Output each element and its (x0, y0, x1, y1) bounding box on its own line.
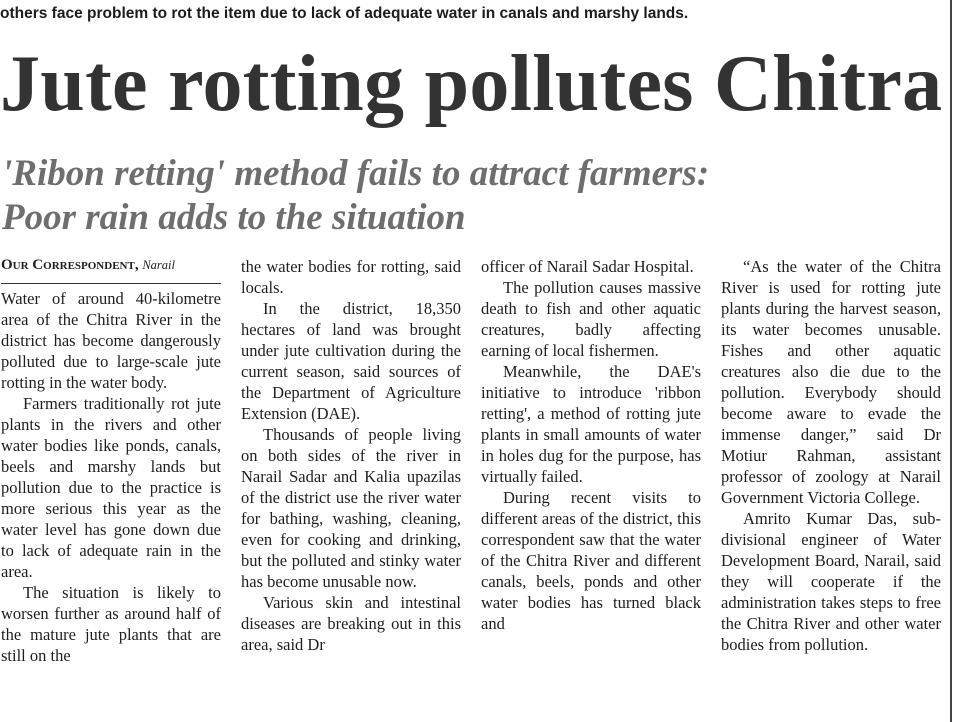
paragraph: Thousands of people living on both sides of the river in Narail Sadar and Kalia upazilas of the district use the river water for bathing, washing, cleaning, even for cooking and drinking, but the polluted and stinky water has become unusable now. (241, 425, 461, 591)
paragraph: Amrito Kumar Das, sub-divisional engineer of Water Development Board, Narail, said they will cooperate if the administration takes steps to free the Chitra River and other water bodies from pollution. (721, 509, 941, 654)
byline (1, 256, 221, 275)
article-column-4 (721, 256, 941, 722)
previous-story-snippet: others face problem to rot the item due to lack of adequate water in canals and marshy lands. (0, 5, 689, 22)
subheadline (2, 152, 942, 240)
paragraph: Farmers traditionally rot jute plants in the rivers and other water bodies like ponds, canals, beels and marshy lands but pollution due to the practice is more serious this year as the water level has gone down due to lack of adequate rain in the area. (1, 394, 221, 581)
paragraph: The situation is likely to worsen further as around half of the mature jute plants that are still on the (1, 583, 221, 665)
article-column-1 (1, 256, 221, 722)
byline-place: Narail (142, 258, 175, 272)
paragraph: “As the water of the Chitra River is used for rotting jute plants during the harvest season, its water becomes unusable. Fishes and other aquatic creatures also die due to the pollution. Everybody should become aware to evade the immense danger,” said Dr Motiur Rahman, assistant professor of zoology at Narail Government Victoria College. (721, 257, 941, 507)
paragraph: Meanwhile, the DAE's initiative to introduce 'ribbon retting', a method of rotting jute plants in small amounts of water in holes dug for the purpose, has virtually failed. (481, 362, 701, 486)
article-column-2 (241, 256, 461, 722)
article-column-3 (481, 256, 701, 722)
column-divider-rule (950, 0, 952, 722)
paragraph: In the district, 18,350 hectares of land was brought under jute cultivation during the current season, said sources of the Department of Agriculture Extension (DAE). (241, 299, 461, 423)
paragraph: The pollution causes massive death to fish and other aquatic creatures, badly affecting earning of local fishermen. (481, 278, 701, 360)
paragraph: officer of Narail Sadar Hospital. (481, 257, 694, 276)
byline-divider (1, 283, 221, 284)
paragraph: During recent visits to different areas of the district, this correspondent saw that the water of the Chitra River and different canals, beels, ponds and other water bodies has turned black and (481, 488, 701, 633)
paragraph: Water of around 40-kilometre area of the Chitra River in the district has become dangerously polluted due to large-scale jute rotting in the water body. (1, 289, 221, 392)
byline-correspondent: Our Correspondent, (1, 257, 139, 273)
headline: Jute rotting pollutes Chitra (0, 40, 943, 128)
paragraph: Various skin and intestinal diseases are breaking out in this area, said Dr (241, 593, 461, 654)
subheadline-line-2: Poor rain adds to the situation (2, 197, 466, 238)
subheadline-line-1: 'Ribon retting' method fails to attract farmers: (2, 153, 710, 194)
paragraph: the water bodies for rotting, said locals. (241, 257, 461, 297)
